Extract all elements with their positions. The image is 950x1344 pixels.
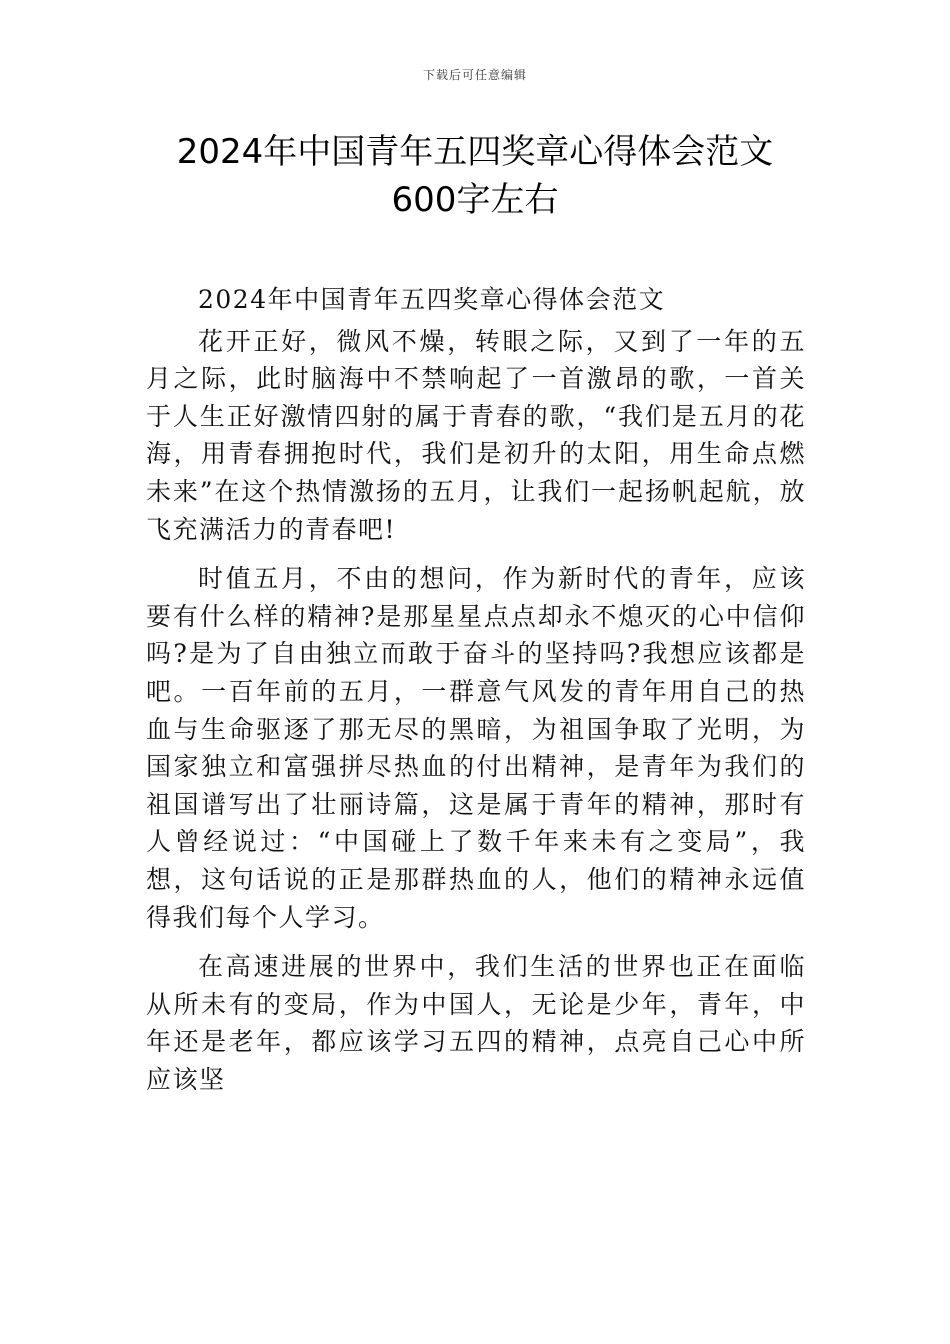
title-line-1: 2024年中国青年五四奖章心得体会范文 bbox=[176, 132, 774, 172]
title-line-2: 600字左右 bbox=[391, 180, 559, 220]
paragraph-2: 时值五月，不由的想问，作为新时代的青年，应该要有什么样的精神?是那星星点点却永不熄灭的心中信仰吗?是为了自由独立而敢于奋斗的坚持吗?我想应该都是吧。一百年前的五月，一群意气风发的青年用自己的热血与生命驱逐了那无尽的黑暗，为祖国争取了光明，为国家独立和富强拼尽热血的付出精神，是青年为我们的祖国谱写出了壮丽诗篇，这是属于青年的精神，那时有人曾经说过：“中国碰上了数千年来未有之变局”，我想，这句话说的正是那群热血的人，他们的精神永远值得我们每个人学习。 bbox=[146, 564, 806, 932]
body-subtitle: 2024年中国青年五四奖章心得体会范文 bbox=[198, 285, 666, 314]
header-note: 下载后可任意编辑 bbox=[422, 68, 527, 82]
paragraph-1: 花开正好，微风不燥，转眼之际，又到了一年的五月之际，此时脑海中不禁响起了一首激昂的歌，一首关于人生正好激情四射的属于青春的歌，“我们是五月的花海，用青春拥抱时代，我们是初升的太阳，用生命点燃未来”在这个热情激扬的五月，让我们一起扬帆起航，放飞充满活力的青春吧! bbox=[146, 326, 806, 544]
document-title bbox=[100, 128, 850, 224]
paragraph-3: 在高速进展的世界中，我们生活的世界也正在面临从所未有的变局，作为中国人，无论是少年，青年，中年还是老年，都应该学习五四的精神，点亮自己心中所应该坚 bbox=[146, 952, 806, 1094]
document-body bbox=[146, 281, 806, 1110]
